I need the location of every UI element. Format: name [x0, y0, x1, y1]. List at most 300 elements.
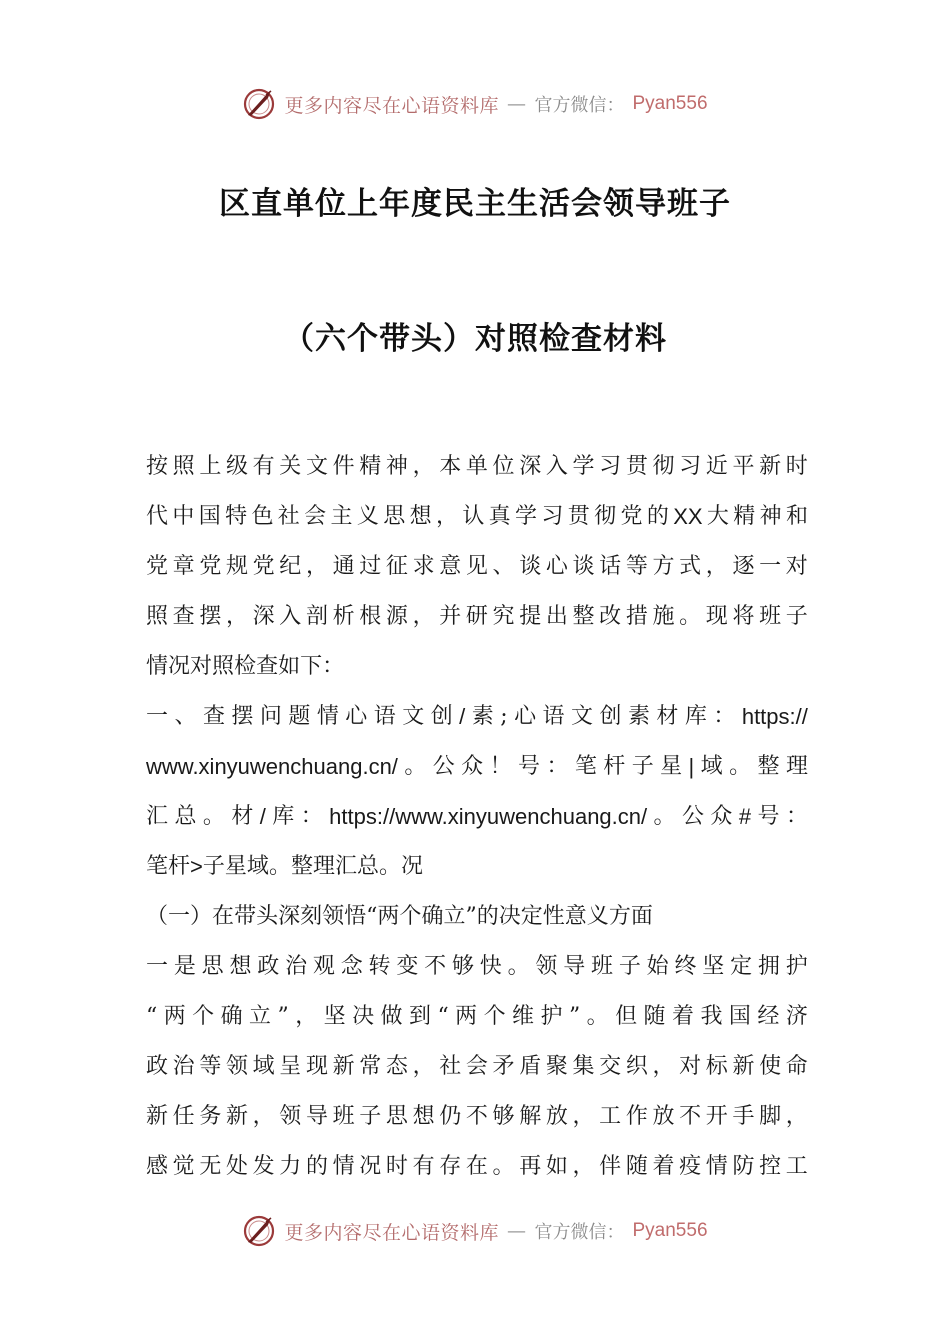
- body-text-segment: 彻: [652, 454, 675, 479]
- body-text-segment: 号: [518, 754, 541, 779]
- body-text-segment: 的: [305, 1154, 328, 1179]
- body-text-segment: 性: [542, 904, 565, 929]
- body-text-segment: 国: [728, 1004, 751, 1029]
- body-text-segment: 材: [656, 704, 679, 729]
- body-text-segment: 章: [172, 554, 195, 579]
- body-text-segment: 对: [785, 554, 808, 579]
- body-text-segment: 面: [630, 904, 653, 929]
- body-text-segment: 放: [652, 1104, 675, 1129]
- body-text-segment: 如: [278, 654, 301, 679]
- body-text-segment: 谈: [572, 554, 595, 579]
- body-text-segment: 存: [439, 1154, 462, 1179]
- body-text-segment: 织: [625, 1054, 648, 1079]
- body-text-segment: 过: [359, 554, 382, 579]
- body-text-segment: 确: [220, 1004, 243, 1029]
- body-text-segment: 况: [401, 854, 424, 879]
- body-text-segment: 务: [199, 1104, 222, 1129]
- body-text-segment: 决: [352, 1004, 375, 1029]
- body-text-segment: ）: [190, 904, 213, 929]
- body-text-segment: 情: [705, 1154, 728, 1179]
- body-text-segment: 始: [646, 954, 669, 979]
- body-text-segment: 带: [234, 904, 257, 929]
- body-text-segment: 文: [402, 704, 425, 729]
- body-text-segment: 我: [700, 1004, 723, 1029]
- body-text-segment: 求: [412, 554, 435, 579]
- body-text-segment: www.xinyuwenchuang.cn/: [146, 754, 398, 779]
- body-text-segment: 新: [146, 1104, 169, 1129]
- body-text-segment: 再: [519, 1154, 542, 1179]
- body-text-segment: 觉: [172, 1154, 195, 1179]
- body-text-segment: 征: [385, 554, 408, 579]
- body-text-segment: 究: [492, 604, 515, 629]
- body-text-segment: 出: [545, 604, 568, 629]
- body-text-segment: 和: [785, 504, 808, 529]
- body-text-segment: 情: [146, 654, 169, 679]
- body-text-segment: 定: [520, 904, 543, 929]
- body-text-segment: 精: [733, 504, 756, 529]
- body-text-segment: 。: [729, 754, 752, 779]
- body-text-segment: 定: [730, 954, 753, 979]
- body-line: [146, 492, 808, 542]
- body-text-segment: 贯: [625, 454, 648, 479]
- body-text-segment: 随: [643, 1004, 666, 1029]
- body-text-segment: 国: [198, 504, 221, 529]
- body-text-segment: 深: [278, 904, 301, 929]
- body-text-segment: 思: [385, 1104, 408, 1129]
- body-text-segment: 总: [174, 804, 197, 829]
- body-text-segment: 转: [368, 954, 391, 979]
- body-text-segment: 集: [572, 1054, 595, 1079]
- body-text-segment: 义: [356, 504, 379, 529]
- body-line: [146, 1092, 808, 1142]
- body-text-segment: 。: [492, 1154, 515, 1179]
- body-text-segment: 班: [759, 604, 782, 629]
- body-text-segment: 查: [256, 654, 279, 679]
- body-text-segment: 通: [332, 554, 355, 579]
- body-text-segment: 认: [462, 504, 485, 529]
- body-text-segment: 快: [479, 954, 502, 979]
- body-text-segment: 真: [488, 504, 511, 529]
- body-text-segment: 会: [304, 504, 327, 529]
- body-text-segment: 对: [190, 654, 213, 679]
- body-text-segment: 治: [172, 1054, 195, 1079]
- body-text-segment: 神: [385, 454, 408, 479]
- body-text-segment: 主: [330, 504, 353, 529]
- body-text-segment: 语: [373, 704, 396, 729]
- body-text-segment: 照: [146, 604, 169, 629]
- body-text-segment: 时: [385, 1154, 408, 1179]
- body-text-segment: 语: [542, 704, 565, 729]
- body-text-segment: 伴: [599, 1154, 622, 1179]
- body-text-segment: 剖: [305, 604, 328, 629]
- body-text-segment: 。: [404, 754, 427, 779]
- body-text-segment: 情: [316, 704, 339, 729]
- body-text-segment: 谈: [519, 554, 542, 579]
- body-text-segment: 。: [653, 804, 676, 829]
- body-text-segment: 规: [225, 554, 248, 579]
- body-text-segment: 。: [268, 854, 291, 879]
- body-text-segment: 两: [377, 904, 400, 929]
- body-text-segment: 措: [625, 604, 648, 629]
- body-text-segment: 公: [432, 754, 455, 779]
- body-text-segment: 、: [174, 704, 197, 729]
- body-text-segment: 导: [305, 1104, 328, 1129]
- body-text-segment: 变: [396, 954, 419, 979]
- body-text-segment: 终: [674, 954, 697, 979]
- body-text-segment: 发: [252, 1154, 275, 1179]
- body-text-segment: 够: [451, 954, 474, 979]
- body-text-segment: 并: [439, 604, 462, 629]
- body-text-segment: 两: [163, 1004, 186, 1029]
- body-text-segment: 单: [465, 454, 488, 479]
- body-text-segment: 大: [706, 504, 729, 529]
- body-text-segment: 政: [257, 954, 280, 979]
- body-text-segment: ”: [568, 1004, 581, 1029]
- body-text-segment: 呈: [279, 1054, 302, 1079]
- body-text-segment: 疫: [679, 1154, 702, 1179]
- body-text-segment: 一: [168, 904, 191, 929]
- body-text-segment: 班: [591, 954, 614, 979]
- body-text-segment: 等: [199, 1054, 222, 1079]
- body-text-segment: 一: [146, 954, 169, 979]
- body-text-segment: 创: [430, 704, 453, 729]
- body-text-segment: 学: [572, 454, 595, 479]
- body-text-segment: 学: [515, 504, 538, 529]
- body-text-segment: 现: [305, 1054, 328, 1079]
- body-text-segment: 根: [359, 604, 382, 629]
- body-text-segment: 到: [409, 1004, 432, 1029]
- body-text-segment: 不: [424, 954, 447, 979]
- body-text-segment: 着: [672, 1004, 695, 1029]
- body-text-segment: 查: [202, 704, 225, 729]
- body-text-segment: 情: [332, 1154, 355, 1179]
- banner-contact-id: Pyan556: [632, 1220, 708, 1241]
- body-text-segment: 心: [545, 554, 568, 579]
- body-text-segment: 特: [225, 504, 248, 529]
- body-text-segment: 杆: [168, 854, 191, 879]
- body-text-segment: 对: [679, 1054, 702, 1079]
- quill-logo-icon: [242, 1214, 276, 1248]
- body-line: [146, 442, 808, 492]
- body-text-segment: 坚: [702, 954, 725, 979]
- body-text-segment: ，: [412, 604, 435, 629]
- body-text-segment: 整: [572, 604, 595, 629]
- body-text-segment: 任: [172, 1104, 195, 1129]
- body-text-segment: 个: [399, 904, 422, 929]
- body-text-segment: 两: [455, 1004, 478, 1029]
- body-text-segment: ，: [705, 554, 728, 579]
- body-text-segment: ，: [435, 504, 458, 529]
- body-text-segment: 素: [627, 704, 650, 729]
- body-text-segment: 号: [757, 804, 780, 829]
- body-text-segment: 贯: [567, 504, 590, 529]
- body-text-segment: 、: [492, 554, 515, 579]
- body-text-segment: 头: [256, 904, 279, 929]
- body-text-segment: ;: [500, 704, 508, 729]
- body-text-segment: 作: [625, 1104, 648, 1129]
- body-text-segment: 位: [492, 454, 515, 479]
- body-text-segment: 按: [146, 454, 169, 479]
- banner-separator: —: [507, 93, 527, 115]
- section-heading: [146, 892, 808, 942]
- body-text-segment: 会: [465, 1054, 488, 1079]
- body-text-segment: 子: [202, 854, 225, 879]
- body-text-segment: 新: [759, 454, 782, 479]
- body-text-segment: 材: [231, 804, 254, 829]
- body-text-segment: /: [259, 804, 266, 829]
- body-text-segment: 在: [465, 1154, 488, 1179]
- body-text-segment: 领: [535, 954, 558, 979]
- footer-banner: [0, 1209, 950, 1253]
- body-text-segment: 创: [599, 704, 622, 729]
- body-text-segment: ，: [225, 604, 248, 629]
- body-text-segment: 库: [272, 804, 295, 829]
- body-text-segment: 库: [684, 704, 707, 729]
- body-text-segment: 中: [172, 504, 195, 529]
- body-text-segment: 悟: [344, 904, 367, 929]
- body-text-segment: 党: [252, 554, 275, 579]
- body-text-segment: 新: [732, 1054, 755, 1079]
- body-text-segment: 着: [652, 1154, 675, 1179]
- body-text-segment: ，: [572, 1104, 595, 1129]
- body-text-segment: ：: [300, 804, 323, 829]
- body-line: [146, 592, 808, 642]
- body-text-segment: 源: [385, 604, 408, 629]
- body-text-segment: 入: [279, 604, 302, 629]
- body-text-segment: 立: [249, 1004, 272, 1029]
- body-text-segment: 做: [380, 1004, 403, 1029]
- body-text-segment: 有: [252, 454, 275, 479]
- body-text-segment: 不: [465, 1104, 488, 1129]
- body-text-segment: 入: [545, 454, 568, 479]
- body-text-segment: 析: [332, 604, 355, 629]
- body-text-segment: 拥: [757, 954, 780, 979]
- body-text-segment: ，: [412, 1054, 435, 1079]
- body-text-segment: ：: [546, 754, 569, 779]
- body-text-segment: 交: [599, 1054, 622, 1079]
- body-text-segment: ，: [295, 1004, 318, 1029]
- body-text-segment: 子: [359, 1104, 382, 1129]
- body-text-segment: 习: [541, 504, 564, 529]
- body-text-segment: 党: [199, 554, 222, 579]
- body-text-segment: ”: [465, 904, 477, 929]
- body-text-segment: 态: [385, 1054, 408, 1079]
- body-text-segment: 况: [359, 1154, 382, 1179]
- body-text-segment: 聚: [545, 1054, 568, 1079]
- body-text-segment: 照: [212, 654, 235, 679]
- body-line: [146, 992, 808, 1042]
- footer-banner-inner: [242, 1214, 707, 1248]
- body-text-segment: XX: [673, 504, 703, 529]
- body-line: [146, 1042, 808, 1092]
- body-text-segment: 文: [305, 454, 328, 479]
- body-text-segment: “: [437, 1004, 449, 1029]
- body-text-segment: 仍: [439, 1104, 462, 1129]
- body-text-segment: 不: [679, 1104, 702, 1129]
- body-line: [146, 792, 808, 842]
- body-text-segment: 公: [681, 804, 704, 829]
- body-text-segment: 子: [618, 954, 641, 979]
- body-text-segment: 社: [277, 504, 300, 529]
- body-line: [146, 542, 808, 592]
- body-text-segment: 照: [172, 454, 195, 479]
- body-text-segment: 整: [757, 754, 780, 779]
- body-text-segment: 平: [732, 454, 755, 479]
- body-text-segment: 摆: [199, 604, 222, 629]
- body-text-segment: 。: [507, 954, 530, 979]
- body-text-segment: 矛: [492, 1054, 515, 1079]
- body-text-segment: 心: [514, 704, 537, 729]
- body-text-segment: 放: [545, 1104, 568, 1129]
- body-text-segment: https://: [741, 704, 808, 729]
- body-text-segment: 问: [259, 704, 282, 729]
- body-text-segment: 念: [340, 954, 363, 979]
- body-text-segment: 上: [199, 454, 222, 479]
- body-text-segment: 政: [146, 1054, 169, 1079]
- body-text-segment: 代: [146, 504, 169, 529]
- body-text-segment: 彻: [594, 504, 617, 529]
- body-text-segment: 将: [732, 604, 755, 629]
- body-text-segment: 工: [599, 1104, 622, 1129]
- body-text-segment: 意: [439, 554, 462, 579]
- document-title-line-1: 区直单位上年度民主生活会领导班子: [219, 186, 731, 222]
- body-text-segment: 近: [705, 454, 728, 479]
- body-text-segment: >: [190, 854, 203, 879]
- body-text-segment: 纪: [279, 554, 302, 579]
- quill-logo-icon: [242, 87, 276, 121]
- body-text-segment: 是: [173, 954, 196, 979]
- body-text-segment: 如: [545, 1154, 568, 1179]
- body-text-segment: 够: [492, 1104, 515, 1129]
- body-text-segment: 话: [599, 554, 622, 579]
- body-text-segment: 摆: [231, 704, 254, 729]
- body-text-segment: 域: [700, 754, 723, 779]
- body-text-segment: 汇: [334, 854, 357, 879]
- body-text-segment: 理: [785, 754, 808, 779]
- body-text-segment: 个: [483, 1004, 506, 1029]
- body-text-segment: 想: [409, 504, 432, 529]
- body-text-segment: 深: [519, 454, 542, 479]
- document-title-line-2: （六个带头）对照检查材料: [283, 321, 667, 357]
- body-text-segment: 下: [300, 654, 323, 679]
- body-text-segment: ，: [252, 1104, 275, 1129]
- body-text-segment: 思: [383, 504, 406, 529]
- body-text-segment: 一: [146, 704, 169, 729]
- body-text-segment: 盾: [519, 1054, 542, 1079]
- body-text-segment: 深: [252, 604, 275, 629]
- body-text-segment: ，: [652, 1054, 675, 1079]
- body-line: [146, 842, 808, 892]
- body-text-segment: ，: [785, 1104, 808, 1129]
- body-text-segment: ，: [305, 554, 328, 579]
- body-text-segment: 解: [519, 1104, 542, 1129]
- body-text-segment: 班: [332, 1104, 355, 1129]
- body-text-segment: 件: [332, 454, 355, 479]
- body-text-segment: 提: [519, 604, 542, 629]
- body-text-segment: 新: [332, 1054, 355, 1079]
- body-text-segment: （: [146, 904, 169, 929]
- body-text-segment: “: [146, 1004, 158, 1029]
- body-text-segment: 逐: [732, 554, 755, 579]
- body-text-segment: 决: [498, 904, 521, 929]
- body-text-segment: 众: [461, 754, 484, 779]
- body-text-segment: 确: [421, 904, 444, 929]
- body-text-segment: |: [688, 754, 695, 779]
- header-banner-inner: [242, 87, 707, 121]
- body-text-segment: 随: [625, 1154, 648, 1179]
- body-line: [146, 1142, 808, 1192]
- body-text-segment: 领: [279, 1104, 302, 1129]
- body-text-segment: 意: [564, 904, 587, 929]
- body-text-segment: 的: [646, 504, 669, 529]
- body-text-segment: 汇: [146, 804, 169, 829]
- body-text-segment: https://www.xinyuwenchuang.cn/: [329, 804, 648, 829]
- body-text-segment: 查: [172, 604, 195, 629]
- body-text-segment: 处: [225, 1154, 248, 1179]
- body-text-segment: 域: [246, 854, 269, 879]
- body-text-segment: 本: [439, 454, 462, 479]
- body-line: [146, 942, 808, 992]
- body-text-segment: 况: [168, 654, 191, 679]
- body-text-segment: #: [738, 804, 752, 829]
- body-text-segment: 导: [563, 954, 586, 979]
- body-text-segment: 笔: [146, 854, 169, 879]
- body-text-segment: 标: [705, 1054, 728, 1079]
- body-text-segment: 有: [412, 1154, 435, 1179]
- body-text-segment: 党: [620, 504, 643, 529]
- body-text-segment: 护: [540, 1004, 563, 1029]
- body-text-segment: 经: [757, 1004, 780, 1029]
- body-text-segment: 星: [224, 854, 247, 879]
- body-text-segment: ：: [713, 704, 736, 729]
- body-text-segment: 济: [785, 1004, 808, 1029]
- body-text-segment: 领: [322, 904, 345, 929]
- body-text-segment: 工: [785, 1154, 808, 1179]
- body-text-segment: 的: [476, 904, 499, 929]
- body-text-segment: 。: [679, 604, 702, 629]
- body-text-segment: 习: [679, 454, 702, 479]
- body-text-segment: 手: [732, 1104, 755, 1129]
- body-text-segment: 社: [439, 1054, 462, 1079]
- body-text-segment: “: [366, 904, 378, 929]
- body-text-segment: 在: [212, 904, 235, 929]
- body-text-segment: 研: [465, 604, 488, 629]
- body-text-segment: 一: [759, 554, 782, 579]
- body-text-segment: 感: [146, 1154, 169, 1179]
- body-text-segment: 。: [379, 854, 402, 879]
- body-text-segment: ：: [785, 804, 808, 829]
- body-text-segment: 维: [512, 1004, 535, 1029]
- body-text-segment: ，: [412, 454, 435, 479]
- body-text-segment: 使: [759, 1054, 782, 1079]
- body-text-segment: 笔: [574, 754, 597, 779]
- banner-contact-label: 官方微信：: [534, 95, 625, 116]
- body-text-segment: 星: [660, 754, 683, 779]
- banner-contact-label: 官方微信：: [534, 1222, 625, 1243]
- banner-contact-id: Pyan556: [632, 93, 708, 114]
- header-banner: [0, 82, 950, 126]
- body-line: [146, 742, 808, 792]
- body-text-segment: 改: [599, 604, 622, 629]
- body-text-segment: 坚: [323, 1004, 346, 1029]
- body-text-segment: 施: [652, 604, 675, 629]
- body-text-segment: 检: [234, 654, 257, 679]
- body-text-segment: 整: [290, 854, 313, 879]
- body-text-segment: 党: [146, 554, 169, 579]
- body-line: [146, 692, 808, 742]
- body-text-segment: 护: [785, 954, 808, 979]
- body-text-segment: 。: [586, 1004, 609, 1029]
